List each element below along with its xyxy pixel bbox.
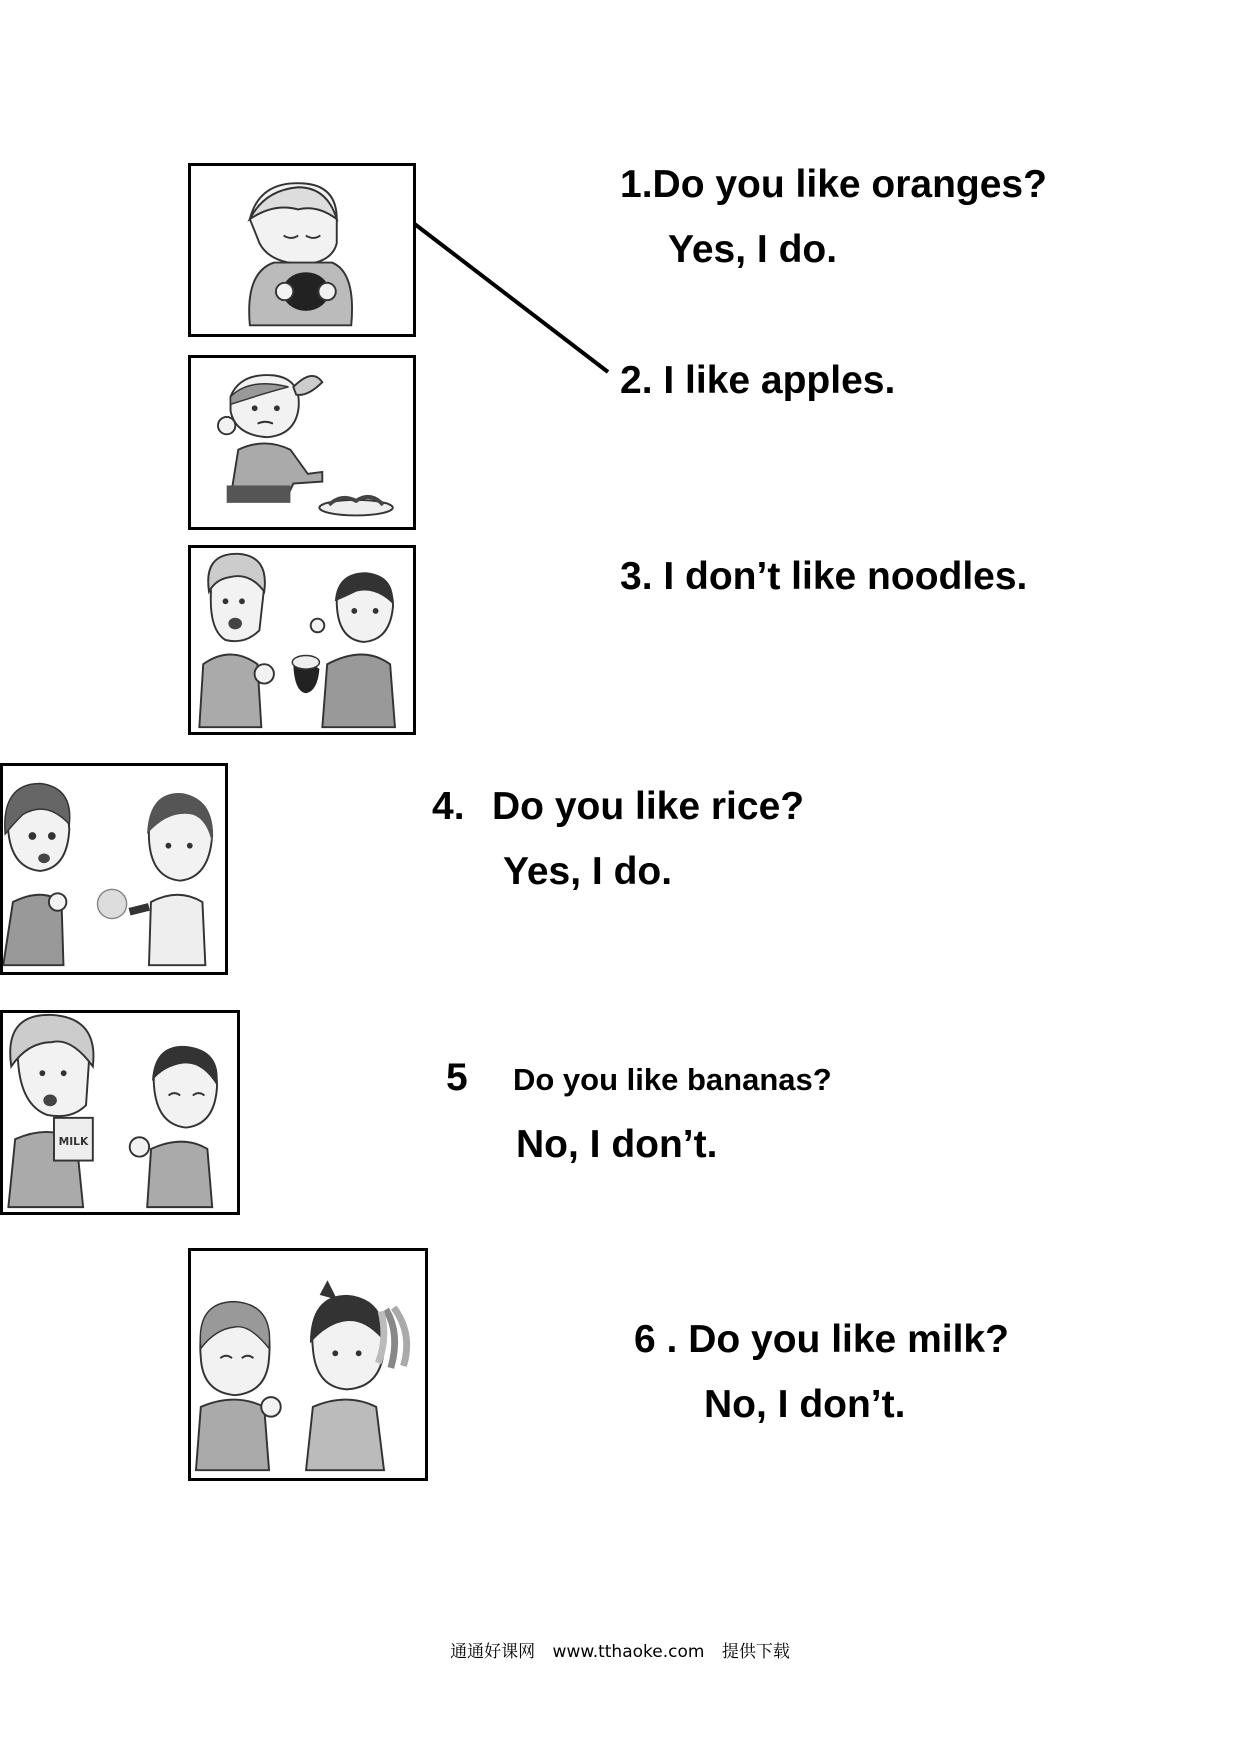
page-footer [0, 1637, 1240, 1662]
woman-and-boy-with-orange-icon [3, 766, 225, 972]
woman-and-boy-with-rice-icon [191, 548, 413, 732]
child-eating-fruit-icon [191, 166, 413, 334]
item-4-question: Do you like rice? [492, 785, 805, 828]
picture-frame-6 [188, 1248, 428, 1481]
item-4-number: 4. [432, 785, 465, 828]
item-5-answer: No, I don’t. [516, 1123, 718, 1166]
item-6-question: 6 . Do you like milk? [634, 1318, 1009, 1361]
item-5-question: Do you like bananas? [513, 1062, 832, 1097]
picture-frame-2 [188, 355, 416, 530]
footer-url[interactable]: www.tthaoke.com [552, 1642, 705, 1662]
item-3-sentence: 3. I don’t like noodles. [620, 555, 1028, 598]
boy-and-girl-with-bananas-icon [191, 1251, 425, 1478]
picture-frame-5 [0, 1010, 240, 1215]
picture-frame-1 [188, 163, 416, 337]
item-1-question: 1.Do you like oranges? [620, 163, 1047, 206]
picture-frame-3 [188, 545, 416, 735]
girl-refusing-noodles-icon [191, 358, 413, 527]
svg-text:MILK: MILK [58, 1135, 89, 1149]
item-4-answer: Yes, I do. [503, 850, 673, 893]
footer-site-name: 通通好课网 [450, 1642, 536, 1662]
picture-frame-4 [0, 763, 228, 975]
item-2-sentence: 2. I like apples. [620, 359, 896, 402]
item-5-number: 5 [446, 1056, 468, 1099]
item-6-answer: No, I don’t. [704, 1383, 906, 1426]
item-1-answer: Yes, I do. [668, 228, 838, 271]
footer-action: 提供下载 [721, 1642, 790, 1662]
woman-with-milk-and-boy-icon [3, 1013, 237, 1212]
